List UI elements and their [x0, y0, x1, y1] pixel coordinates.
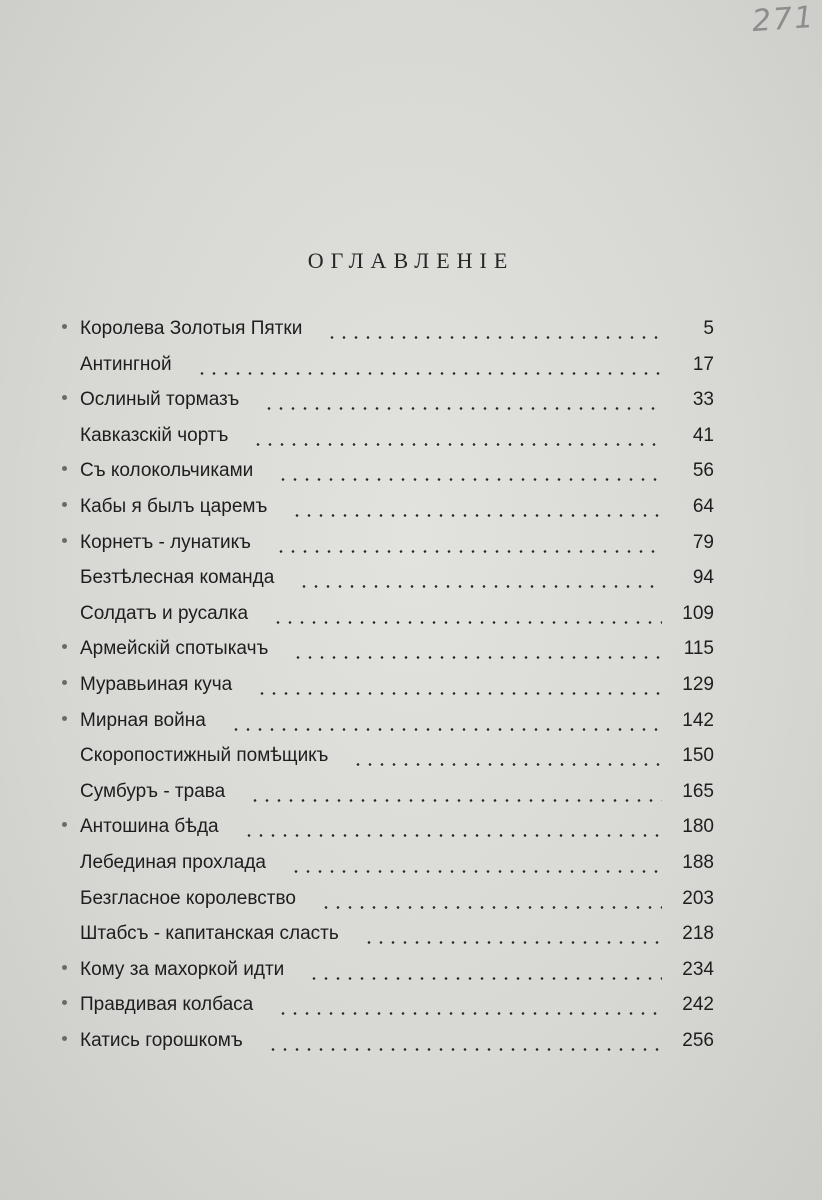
dot-leader: [352, 763, 662, 766]
toc-entry-page-number: 188: [682, 851, 714, 873]
toc-entry: [0, 599, 822, 635]
toc-entry-title: Антошина бѣда: [80, 816, 219, 838]
margin-dot-mark: [62, 395, 67, 400]
toc-entry-title: Муравьиная куча: [80, 673, 233, 695]
toc-entry-page-number: 129: [682, 673, 714, 695]
toc-entry-title: Кому за махоркой идти: [80, 958, 285, 980]
toc-entry-title: Королева Золотыя Пятки: [80, 318, 303, 339]
toc-entry: [0, 919, 822, 955]
toc-entry-title: Скоропостижный помѣщикъ: [80, 745, 329, 767]
toc-entry: [0, 706, 822, 742]
dot-leader: [243, 834, 662, 837]
toc-entry-page-number: 56: [692, 460, 714, 482]
toc-entry-page-number: 79: [692, 531, 714, 553]
handwritten-page-number: 271: [750, 0, 817, 40]
toc-entry-title: Мирная война: [80, 709, 206, 731]
toc-entry-title: Лебединая прохлада: [80, 851, 266, 873]
dot-leader: [277, 1012, 662, 1015]
toc-entry-page-number: 142: [682, 709, 714, 731]
toc-entry-title: Штабсъ - капитанская сласть: [80, 923, 339, 945]
toc-entry-title: Безгласное королевство: [80, 887, 296, 909]
toc-entry: [0, 314, 822, 350]
toc-entry: [0, 634, 822, 670]
toc-entry-title: Ослиный тормазъ: [80, 389, 240, 411]
toc-entry: [0, 528, 822, 564]
toc-entry: [0, 492, 822, 528]
dot-leader: [267, 1048, 662, 1051]
toc-entry: [0, 777, 822, 813]
dot-leader: [308, 977, 662, 980]
toc-entry-title: Кабы я былъ царемъ: [80, 495, 268, 517]
toc-entry-page-number: 64: [692, 495, 714, 517]
toc-entry: [0, 990, 822, 1026]
toc-entry: [0, 955, 822, 991]
dot-leader: [272, 621, 662, 624]
toc-entry-page-number: 109: [682, 602, 714, 624]
dot-leader: [263, 407, 662, 410]
toc-entry-title: Солдатъ и русалка: [80, 602, 249, 624]
margin-dot-mark: [62, 644, 67, 649]
dot-leader: [275, 550, 662, 553]
dot-leader: [291, 514, 662, 517]
toc-entry: [0, 385, 822, 421]
dot-leader: [196, 372, 662, 375]
toc-entry-page-number: 17: [692, 353, 714, 375]
dot-leader: [230, 728, 662, 731]
margin-dot-mark: [62, 502, 67, 507]
toc-entry-page-number: 165: [682, 780, 714, 802]
dot-leader: [277, 478, 662, 481]
dot-leader: [290, 870, 662, 873]
toc-entry: [0, 563, 822, 599]
margin-dot-mark: [62, 680, 67, 685]
dot-leader: [363, 941, 662, 944]
toc-entry-page-number: 5: [703, 318, 714, 339]
dot-leader: [326, 336, 662, 339]
toc-entry-title: Безтѣлесная команда: [80, 567, 275, 589]
toc-entry-page-number: 41: [692, 424, 714, 446]
dot-leader: [249, 799, 662, 802]
toc-entry: [0, 884, 822, 920]
margin-dot-mark: [62, 466, 67, 471]
toc-entry-page-number: 115: [683, 638, 714, 660]
toc-list: [0, 314, 822, 1061]
toc-entry: [0, 1026, 822, 1062]
dot-leader: [292, 656, 662, 659]
toc-entry: [0, 456, 822, 492]
toc-entry-title: Правдивая колбаса: [80, 994, 254, 1016]
toc-entry-page-number: 234: [682, 958, 714, 980]
toc-entry-title: Катись горошкомъ: [80, 1029, 243, 1051]
toc-heading: ОГЛАВЛЕНІЕ: [307, 248, 515, 273]
dot-leader: [256, 692, 662, 695]
toc-entry: [0, 812, 822, 848]
toc-entry-page-number: 180: [682, 816, 714, 838]
toc-entry-page-number: 256: [682, 1029, 714, 1051]
margin-dot-mark: [62, 1000, 67, 1005]
toc-entry-title: Корнетъ - лунатикъ: [80, 531, 251, 553]
toc-entry-page-number: 203: [682, 887, 714, 909]
margin-dot-mark: [62, 324, 67, 329]
toc-entry-title: Антингной: [80, 353, 172, 375]
dot-leader: [320, 906, 662, 909]
margin-dot-mark: [62, 716, 67, 721]
margin-dot-mark: [62, 822, 67, 827]
toc-entry: [0, 670, 822, 706]
toc-entry: [0, 350, 822, 386]
toc-entry-page-number: 94: [692, 567, 714, 589]
toc-entry: [0, 421, 822, 457]
toc-entry-page-number: 242: [682, 994, 714, 1016]
toc-entry-title: Сумбуръ - трава: [80, 780, 226, 802]
toc-entry-page-number: 218: [682, 923, 714, 945]
margin-dot-mark: [62, 538, 67, 543]
toc-entry-title: Армейскій спотыкачъ: [80, 638, 269, 660]
toc-entry: [0, 741, 822, 777]
toc-entry-title: Кавказскій чортъ: [80, 424, 229, 446]
dot-leader: [252, 443, 662, 446]
dot-leader: [298, 585, 662, 588]
margin-dot-mark: [62, 1036, 67, 1041]
margin-dot-mark: [62, 965, 67, 970]
toc-entry-page-number: 33: [692, 389, 714, 411]
toc-entry-page-number: 150: [682, 745, 714, 767]
toc-entry-title: Съ колокольчиками: [80, 460, 254, 482]
toc-entry: [0, 848, 822, 884]
